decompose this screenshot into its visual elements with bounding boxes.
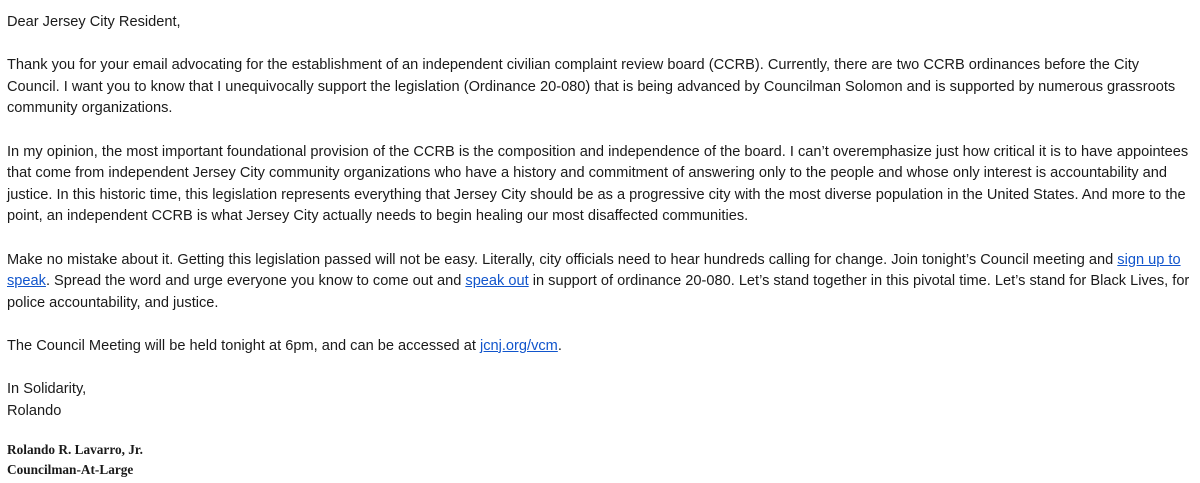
- meeting-url-link[interactable]: jcnj.org/vcm: [479, 337, 558, 354]
- paragraph-gap: [7, 228, 1193, 250]
- letter-body: [7, 0, 1193, 422]
- paragraph-board-independence: In my opinion, the most important foundational provision of the CCRB is the composition and independence of the board. I can’t overemphasize just how critical it is to have appointees that come from independent Jersey City community organizations who have a history and commitment of answering only to the people and whose only interest is accountability and justice. In this historic time, this legislation represents everything that Jersey City should be as a progressive city with the most diverse population in the United States. And more to the point, an independent CCRB is what Jersey City actually needs to begin healing our most disaffected communities.: [7, 143, 1189, 225]
- salutation: Dear Jersey City Resident,: [7, 14, 181, 30]
- signature-title: Councilman-At-Large: [7, 462, 134, 477]
- paragraph-gap: [7, 34, 1193, 56]
- call-to-action-text-a: Make no mistake about it. Getting this legislation passed will not be easy. Literally, city officials need to hear hundreds calling for change. Join tonight’s Council meeting and: [7, 251, 1118, 268]
- paragraph-gap: [7, 358, 1193, 380]
- meeting-info-text-b: .: [557, 337, 562, 354]
- sign-up-to-speak-link[interactable]: sign up to speak: [7, 251, 1181, 290]
- paragraph-gap: [7, 314, 1193, 336]
- speak-out-link[interactable]: speak out: [465, 273, 529, 290]
- call-to-action-text-c: in support of ordinance 20-080. Let’s stand together in this pivotal time. Let’s stand for Black Lives, for police accountability, and justice.: [7, 273, 1190, 311]
- paragraph-meeting-info: [7, 336, 1193, 358]
- paragraph-gap: [7, 120, 1193, 142]
- sender-first-name: Rolando: [7, 402, 62, 419]
- paragraph-call-to-action: [7, 250, 1193, 315]
- signature-name: Rolando R. Lavarro, Jr.: [7, 442, 143, 457]
- closing: In Solidarity,: [7, 381, 87, 398]
- meeting-info-text-a: The Council Meeting will be held tonight at 6pm, and can be accessed at: [7, 337, 480, 354]
- call-to-action-text-b: . Spread the word and urge everyone you know to come out and: [45, 273, 466, 290]
- paragraph-ccrb-support: Thank you for your email advocating for the establishment of an independent civilian complaint review board (CCRB). Currently, there are two CCRB ordinances before the City Council. I want you to know that I unequivocally support the legislation (Ordinance 20-080) that is being advanced by Councilman Solomon and is supported by numerous grassroots community organizations.: [7, 57, 1176, 117]
